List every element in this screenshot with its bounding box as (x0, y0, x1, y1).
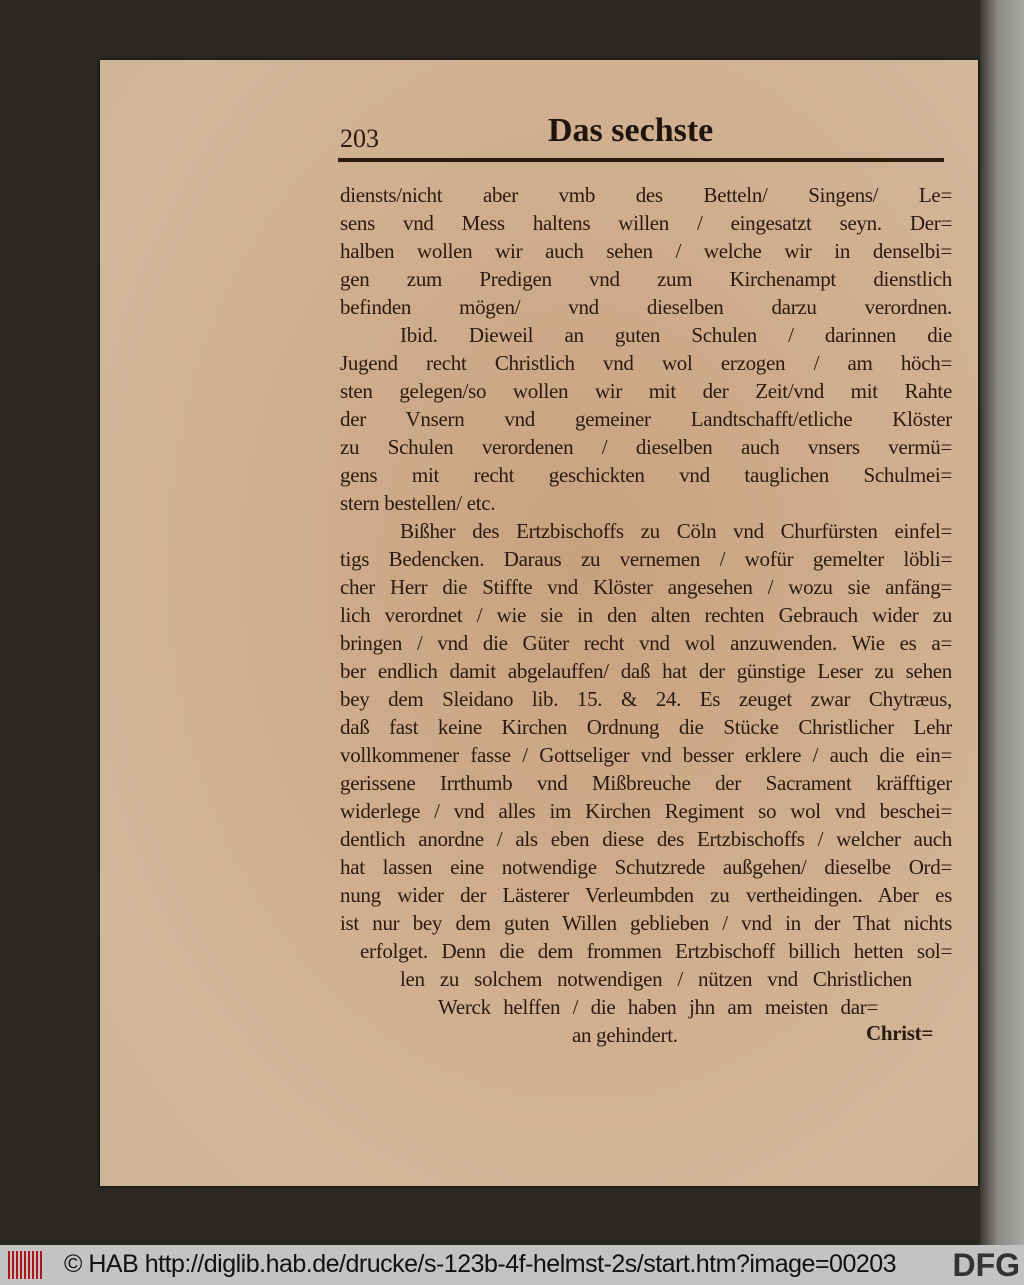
text-line: stern bestellen/ etc. (340, 491, 496, 515)
text-line: halben wollen wir auch sehen / welche wir in denselbi= (340, 239, 952, 263)
running-title: Das sechste (548, 112, 714, 149)
text-line: ist nur bey dem guten Willen geblieben / vnd in der That nichts (340, 911, 952, 935)
hab-logo-icon (8, 1251, 44, 1279)
catchword: Christ= (866, 1021, 934, 1045)
text-line: gen zum Predigen vnd zum Kirchenampt dienstlich (340, 267, 952, 291)
text-line: an gehindert. (572, 1023, 678, 1047)
text-line: Bißher des Ertzbischoffs zu Cöln vnd Churfürsten einfel= (400, 519, 952, 543)
copyright-url[interactable]: © HAB http://diglib.hab.de/drucke/s-123b-4f-helmst-2s/start.htm?image=00203 (64, 1250, 897, 1278)
dfg-logo: DFG (952, 1247, 1020, 1283)
text-line: dentlich anordne / als eben diese des Ertzbischoffs / welcher auch (340, 827, 952, 851)
text-line: befinden mögen/ vnd dieselben darzu verordnen. (340, 295, 952, 319)
page-number: 203 (340, 124, 379, 153)
text-line: der Vnsern vnd gemeiner Landtschafft/etliche Klöster (340, 407, 952, 431)
text-line: diensts/nicht aber vmb des Betteln/ Singens/ Le= (340, 183, 952, 207)
text-line: lich verordnet / wie sie in den alten rechten Gebrauch wider zu (340, 603, 952, 627)
text-line: vollkommener fasse / Gottseliger vnd besser erklere / auch die ein= (340, 743, 952, 767)
text-line: hat lassen eine notwendige Schutzrede außgehen/ dieselbe Ord= (340, 855, 952, 879)
text-line: cher Herr die Stiffte vnd Klöster angesehen / wozu sie anfäng= (340, 575, 952, 599)
text-line: daß fast keine Kirchen Ordnung die Stücke Christlicher Lehr (340, 715, 952, 739)
text-line: tigs Bedencken. Daraus zu vernemen / wofür gemelter löbli= (340, 547, 952, 571)
text-line: widerlege / vnd alles im Kirchen Regiment so wol vnd beschei= (340, 799, 952, 823)
text-line: bringen / vnd die Güter recht vnd wol anzuwenden. Wie es a= (340, 631, 952, 655)
text-line: bey dem Sleidano lib. 15. & 24. Es zeuget zwar Chytræus, (340, 687, 952, 711)
text-line: zu Schulen verordenen / dieselben auch vnsers vermü= (340, 435, 952, 459)
text-line: Werck helffen / die haben jhn am meisten dar= (438, 995, 878, 1019)
text-line: gerissene Irrthumb vnd Mißbreuche der Sacrament kräfftiger (340, 771, 952, 795)
text-line: sens vnd Mess haltens willen / eingesatzt seyn. Der= (340, 211, 952, 235)
text-line: Jugend recht Christlich vnd wol erzogen / am höch= (340, 351, 952, 375)
text-line: len zu solchem notwendigen / nützen vnd Christlichen (400, 967, 912, 991)
text-line: sten gelegen/so wollen wir mit der Zeit/vnd mit Rahte (340, 379, 952, 403)
text-line: Ibid. Dieweil an guten Schulen / darinnen die (400, 323, 952, 347)
text-line: erfolget. Denn die dem frommen Ertzbischoff billich hetten sol= (360, 939, 952, 963)
footer-bar (0, 1245, 1024, 1285)
text-line: nung wider der Lästerer Verleumbden zu vertheidingen. Aber es (340, 883, 952, 907)
text-line: gens mit recht geschickten vnd tauglichen Schulmei= (340, 463, 952, 487)
header-rule (338, 158, 944, 162)
text-line: ber endlich damit abgelauffen/ daß hat der günstige Leser zu sehen (340, 659, 952, 683)
adjacent-page-edge (980, 0, 1024, 1245)
